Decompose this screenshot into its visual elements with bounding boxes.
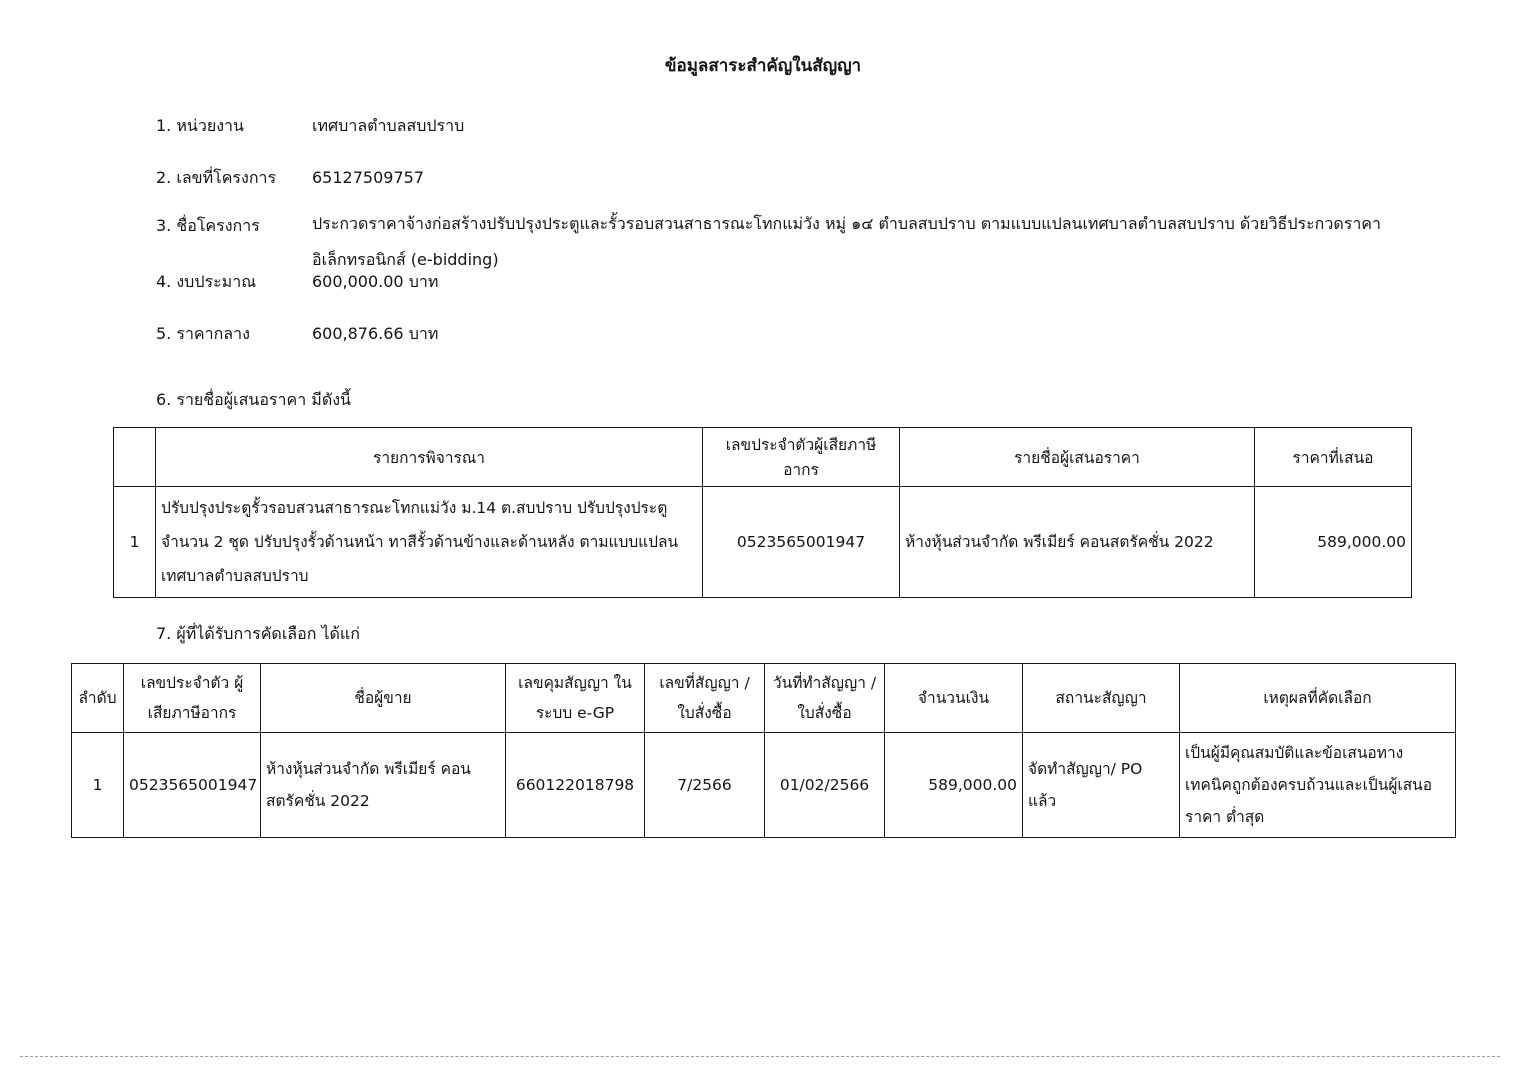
page-title: ข้อมูลสาระสำคัญในสัญญา — [664, 56, 862, 76]
contract-number: 7/2566 — [645, 733, 765, 838]
column-header: ชื่อผู้ขาย — [261, 664, 506, 733]
column-header: รายชื่อผู้เสนอราคา — [900, 428, 1255, 487]
table-header-row — [114, 428, 1412, 487]
tax-id: 0523565001947 — [703, 487, 900, 598]
table-header-row — [72, 664, 1456, 733]
column-header — [114, 428, 156, 487]
section-heading-winners: 7. ผู้ที่ได้รับการคัดเลือก ได้แก่ — [156, 624, 360, 643]
contract-date: 01/02/2566 — [765, 733, 885, 838]
winners-table — [71, 663, 1456, 838]
table-row — [72, 733, 1456, 838]
info-label: 5. ราคากลาง — [156, 324, 250, 343]
section-heading-bidders: 6. รายชื่อผู้เสนอราคา มีดังนี้ — [156, 390, 351, 409]
info-label: 3. ชื่อโครงการ — [156, 216, 260, 235]
column-header: เลขที่สัญญา / ใบสั่งซื้อ — [645, 664, 765, 733]
column-header: จำนวนเงิน — [885, 664, 1023, 733]
column-header: เลขคุมสัญญา ในระบบ e-GP — [506, 664, 645, 733]
contract-amount: 589,000.00 — [885, 733, 1023, 838]
info-value: ประกวดราคาจ้างก่อสร้างปรับปรุงประตูและรั้วรอบสวนสาธารณะโทกแม่วัง หมู่ ๑๔ ตำบลสบปราบ ตามแบบแปลนเทศบาลตำบลสบปราบ ด้วยวิธีประกวดราคาอิเล็กทรอนิกส์ (e-bidding) — [312, 214, 1381, 269]
info-label: 2. เลขที่โครงการ — [156, 168, 277, 187]
row-number: 1 — [114, 487, 156, 598]
bidders-table — [113, 427, 1412, 598]
info-value: 65127509757 — [312, 168, 424, 187]
info-value: เทศบาลตำบลสบปราบ — [312, 116, 465, 135]
tax-id: 0523565001947 — [124, 733, 261, 838]
item-description: ปรับปรุงประตูรั้วรอบสวนสาธารณะโทกแม่วัง ม.14 ต.สบปราบ ปรับปรุงประตู จำนวน 2 ชุด ปรับปรุงรั้วด้านหน้า ทาสีรั้วด้านข้างและด้านหลัง ตามแบบแปลนเทศบาลตำบลสบปราบ — [156, 487, 703, 598]
info-value: 600,000.00 บาท — [312, 272, 439, 291]
column-header: รายการพิจารณา — [156, 428, 703, 487]
contract-status: จัดทำสัญญา/ PO แล้ว — [1023, 733, 1180, 838]
bid-price: 589,000.00 — [1255, 487, 1412, 598]
column-header: สถานะสัญญา — [1023, 664, 1180, 733]
column-header: เหตุผลที่คัดเลือก — [1180, 664, 1456, 733]
column-header: เลขประจำตัวผู้เสียภาษีอากร — [703, 428, 900, 487]
column-header: วันที่ทำสัญญา / ใบสั่งซื้อ — [765, 664, 885, 733]
bidder-name: ห้างหุ้นส่วนจำกัด พรีเมียร์ คอนสตรัคชั่น 2022 — [900, 487, 1255, 598]
column-header: ราคาที่เสนอ — [1255, 428, 1412, 487]
egp-control-number: 660122018798 — [506, 733, 645, 838]
column-header: ลำดับ — [72, 664, 124, 733]
column-header: เลขประจำตัว ผู้เสียภาษีอากร — [124, 664, 261, 733]
selection-reason: เป็นผู้มีคุณสมบัติและข้อเสนอทางเทคนิคถูกต้องครบถ้วนและเป็นผู้เสนอราคา ต่ำสุด — [1180, 733, 1456, 838]
info-label: 1. หน่วยงาน — [156, 116, 244, 135]
info-label: 4. งบประมาณ — [156, 272, 257, 291]
table-row — [114, 487, 1412, 598]
row-number: 1 — [72, 733, 124, 838]
scan-artifact-line — [20, 1056, 1500, 1057]
vendor-name: ห้างหุ้นส่วนจำกัด พรีเมียร์ คอนสตรัคชั่น 2022 — [261, 733, 506, 838]
info-value: 600,876.66 บาท — [312, 324, 439, 343]
